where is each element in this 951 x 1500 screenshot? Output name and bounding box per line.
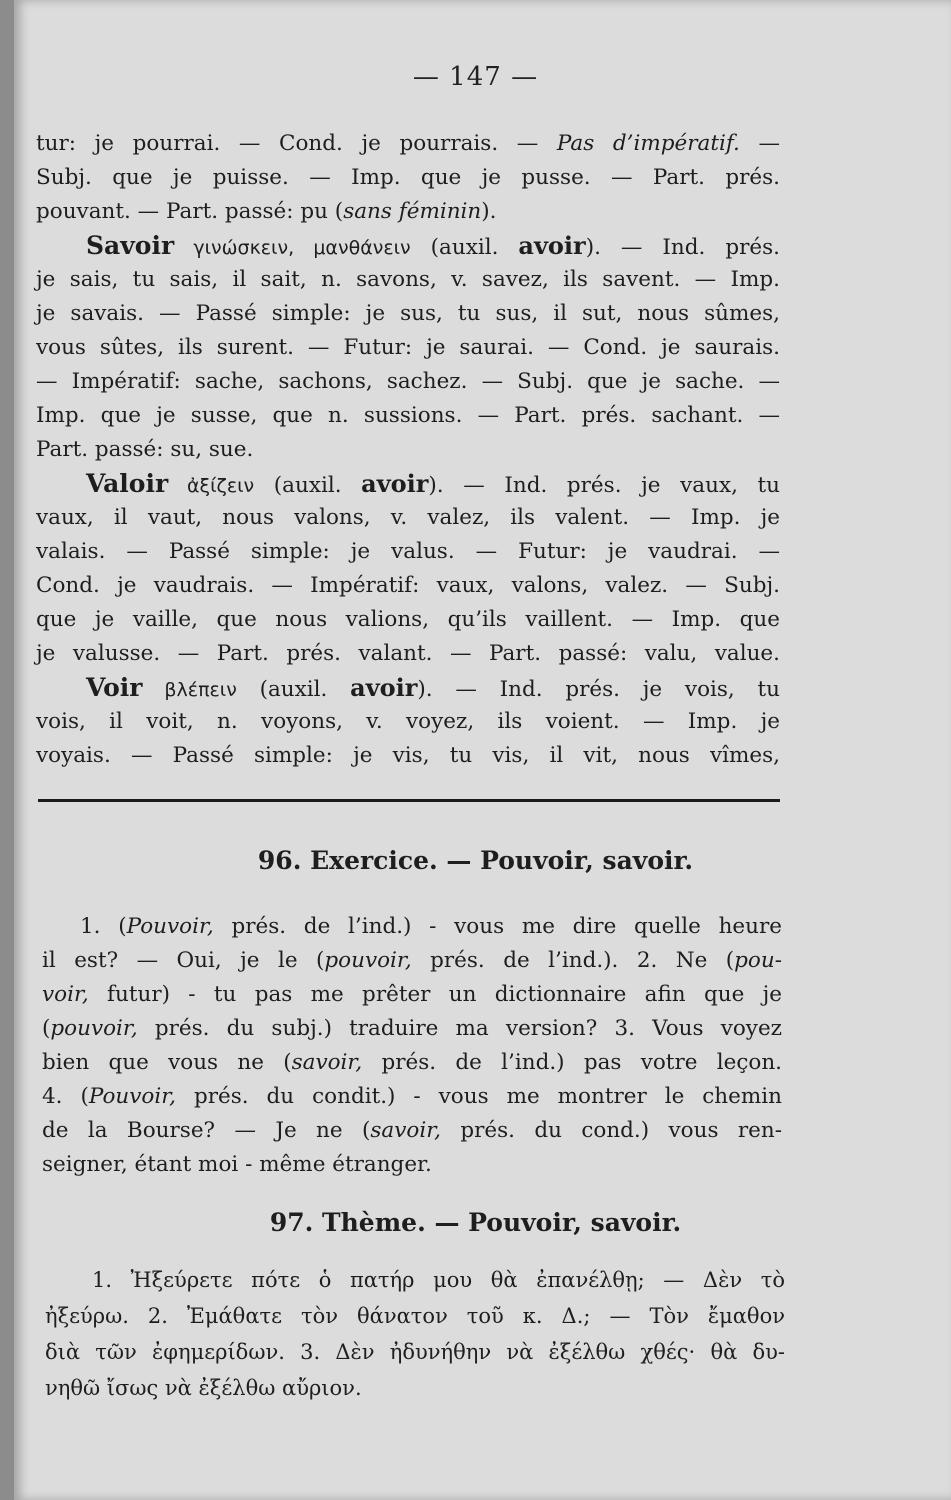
text-line: voyais. — Passé simple: je vis, tu vis, il vit, nous vîmes, (36, 743, 780, 768)
exercise-heading: 96. Exercice. — Pouvoir, savoir. (257, 846, 694, 875)
text-line: je valusse. — Part. prés. valant. — Part. passé: valu, value. (36, 641, 780, 666)
headword: Valoir (86, 469, 169, 498)
section-divider (38, 799, 780, 802)
text-line: — Impératif: sache, sachons, sachez. — Subj. que je sache. — (36, 369, 780, 394)
exercise-line: 1. (Pouvoir, prés. de l’ind.) - vous me dire quelle heure (80, 914, 782, 939)
headword: Savoir (86, 231, 175, 260)
headword: Voir (86, 673, 143, 702)
text-line: vois, il voit, n. voyons, v. voyez, ils voient. — Imp. je (36, 709, 780, 734)
exercise-line: bien que vous ne (savoir, prés. de l’ind.) pas votre leçon. (42, 1050, 782, 1075)
greek-line: νηθῶ ἴσως νὰ ἐξέλθω αὔριον. (45, 1376, 362, 1400)
entry-savoir: Savoir γινώσκειν, μανθάνειν (auxil. avoir). — Ind. prés. (86, 231, 780, 260)
greek-line: ἠξεύρω. 2. Ἐμάθατε τὸν θάνατον τοῦ κ. Δ.; — Τὸν ἔμαθον (45, 1304, 785, 1328)
exercise-line: il est? — Oui, je le (pouvoir, prés. de l’ind.). 2. Ne (pou- (42, 948, 782, 973)
greek-line: διὰ τῶν ἐφημερίδων. 3. Δὲν ἠδυνήθην νὰ ἐξέλθω χθές· θὰ δυ- (45, 1340, 785, 1364)
exercise-line: (pouvoir, prés. du subj.) traduire ma version? 3. Vous voyez (42, 1016, 782, 1041)
text-line: tur: je pourrai. — Cond. je pourrais. — Pas d’impératif. — (36, 131, 781, 156)
text-line: valais. — Passé simple: je valus. — Futur: je vaudrai. — (36, 539, 780, 564)
entry-voir: Voir βλέπειν (auxil. avoir). — Ind. prés. je vois, tu (86, 673, 781, 702)
entry-valoir: Valoir ἀξίζειν (auxil. avoir). — Ind. prés. je vaux, tu (86, 469, 780, 498)
exercise-line: 4. (Pouvoir, prés. du condit.) - vous me montrer le chemin (42, 1084, 782, 1109)
page-number: — 147 — (412, 62, 539, 92)
text-line: Cond. je vaudrais. — Impératif: vaux, valons, valez. — Subj. (36, 573, 780, 598)
text-line: Part. passé: su, sue. (36, 437, 254, 462)
text-line: je sais, tu sais, il sait, n. savons, v. savez, ils savent. — Imp. (36, 267, 780, 292)
theme-heading: 97. Thème. — Pouvoir, savoir. (269, 1208, 682, 1237)
greek-line: 1. Ἠξεύρετε πότε ὁ πατήρ μου θὰ ἐπανέλθῃ; — Δὲν τὸ (92, 1268, 785, 1292)
text-line: je savais. — Passé simple: je sus, tu sus, il sut, nous sûmes, (36, 301, 780, 326)
text-line: vous sûtes, ils surent. — Futur: je saurai. — Cond. je saurais. (36, 335, 780, 360)
text-line: pouvant. — Part. passé: pu (sans féminin). (36, 199, 497, 224)
text-line: que je vaille, que nous valions, qu’ils vaillent. — Imp. que (36, 607, 780, 632)
exercise-line: de la Bourse? — Je ne (savoir, prés. du cond.) vous ren- (42, 1118, 782, 1143)
text-line: vaux, il vaut, nous valons, v. valez, ils valent. — Imp. je (36, 505, 780, 530)
text-line: Subj. que je puisse. — Imp. que je pusse. — Part. prés. (36, 165, 780, 190)
text-line: Imp. que je susse, que n. sussions. — Part. prés. sachant. — (36, 403, 780, 428)
exercise-line: voir, futur) - tu pas me prêter un dictionnaire afin que je (42, 982, 782, 1007)
exercise-line: seigner, étant moi - même étranger. (42, 1152, 432, 1177)
